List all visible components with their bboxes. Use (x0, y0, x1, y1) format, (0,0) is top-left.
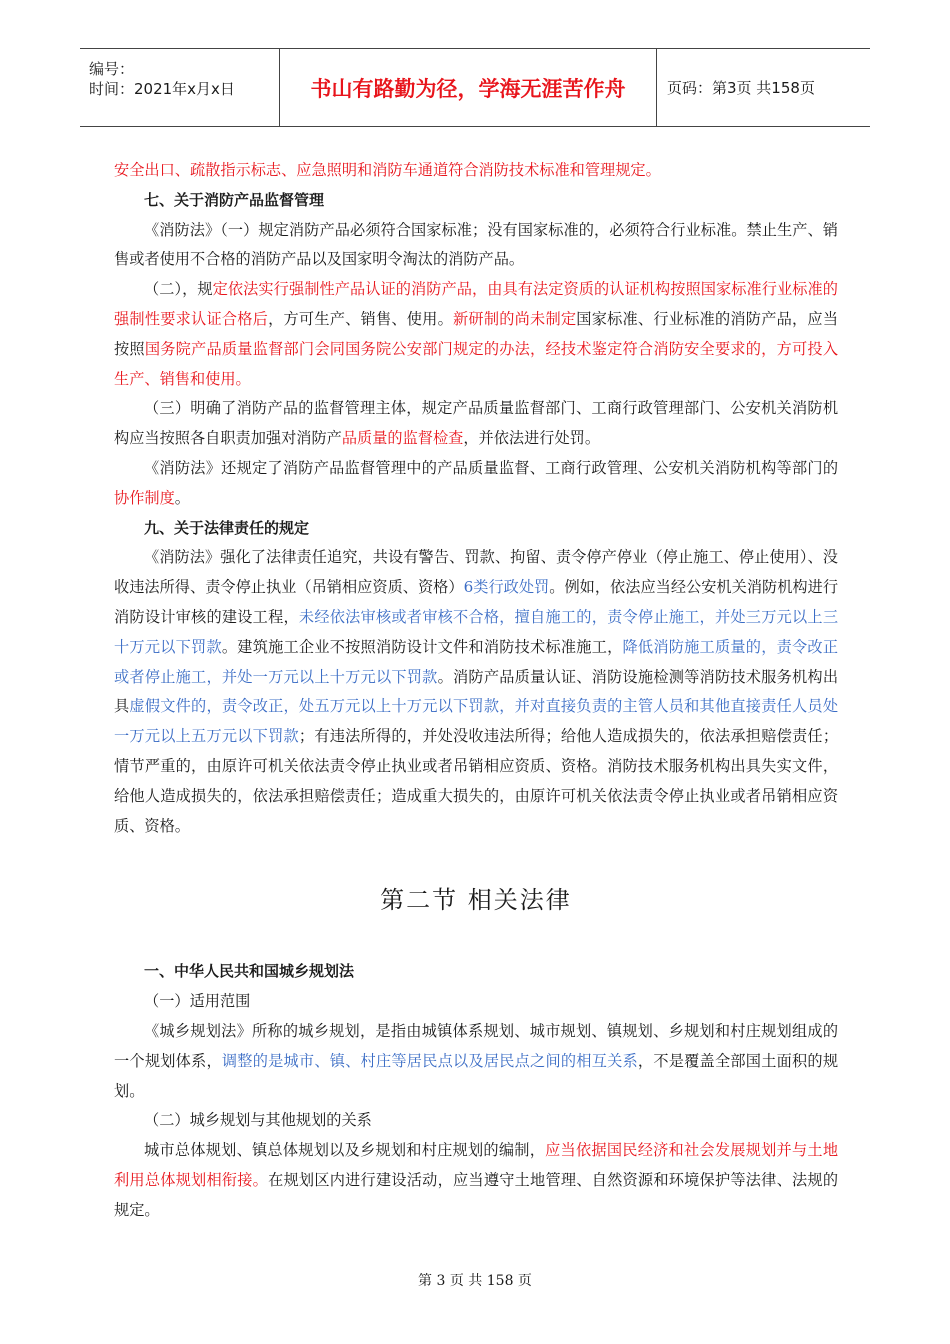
text-run: 《消防法》强化了法律责任追究，共设有警告、罚款、拘留、责令停产停业（停止施工、停止使用）、没收违法所得、责令停止执业（吊销相应资质、资格） (114, 548, 838, 597)
text-run: ，方可生产、销售、使用。 (268, 309, 454, 328)
text-run: ，并依法进行处罚。 (463, 429, 600, 448)
paragraph: 《消防法》（一）规定消防产品必须符合国家标准；没有国家标准的，必须符合行业标准。禁止生产、销售或者使用不合格的消防产品以及国家明令淘汰的消防产品。 (114, 220, 838, 269)
text-run: 。建筑施工企业不按照消防设计文件和消防技术标准施工， (221, 637, 623, 656)
header-meta (80, 49, 280, 126)
text-run: 。 (174, 488, 190, 507)
highlight-red: 品质量的监督检查 (341, 429, 464, 448)
document-time-label: 时间：2021年x月x日 (89, 80, 235, 98)
heading-1: 一、中华人民共和国城乡规划法 (144, 962, 355, 981)
highlight-red: 定依法实行强制性产品认证的消防产品，由具有法定资质的认证机构按照国家标准行业标准的强制性要求认证合格后 (114, 280, 838, 328)
subheading: （一）适用范围 (144, 992, 251, 1011)
paragraph (114, 1136, 838, 1225)
text-run: 《消防法》还规定了消防产品监督管理中的产品质量监督、工商行政管理、公安机关消防机构等部门的 (144, 458, 838, 477)
highlight-red: 新研制的尚未制定 (453, 309, 577, 328)
text-run: 在规划区内进行建设活动，应当遵守土地管理、自然资源和环境保护等法律、法规的规定。 (114, 1170, 839, 1219)
highlight-blue: 降低消防施工质量的，责令改正或者停止施工，并处一万元以上十万元以下罚款 (114, 637, 839, 686)
highlight-blue: 虚假文件的，责令改正，处五万元以上十万元以下罚款，并对直接负责的主管人员和其他直接责任人员处一万元以上五万元以下罚款 (114, 697, 839, 746)
text-run: 《城乡规划法》所称的城乡规划，是指由城镇体系规划、城市规划、镇规划、乡规划和村庄规划组成的一个规划体系， (114, 1021, 838, 1070)
highlight-red: 应当依据国民经济和社会发展规划并与土地利用总体规划相衔接。 (114, 1141, 839, 1189)
highlight-red: 安全出口、疏散指示标志、应急照明和消防车通道符合消防技术标准和管理规定。 (114, 161, 661, 179)
paragraph (114, 1017, 838, 1106)
heading-9: 九、关于法律责任的规定 (144, 518, 310, 537)
paragraph (114, 156, 838, 186)
paragraph (114, 543, 838, 841)
page-footer: 第 3 页 共 158 页 (418, 1273, 532, 1289)
highlight-blue: 6类行政处罚 (463, 578, 550, 597)
heading-7: 七、关于消防产品监督管理 (144, 190, 325, 209)
text-run: ，不是覆盖全部国土面积的规划。 (114, 1051, 839, 1100)
section-title: 第二节 相关法律 (380, 886, 572, 915)
text-run: （二），规 (144, 280, 213, 299)
subheading: （二）城乡规划与其他规划的关系 (144, 1111, 372, 1130)
paragraph (114, 275, 838, 394)
highlight-red: 协作制度 (114, 488, 175, 507)
text-run: （三）明确了消防产品的监督管理主体，规定产品质量监督部门、工商行政管理部门、公安机关消防机构应当按照各自职责加强对消防产 (114, 399, 838, 448)
page-header (80, 48, 870, 127)
text-run: 城市总体规划、镇总体规划以及乡规划和村庄规划的编制， (144, 1141, 546, 1160)
highlight-blue: 调整的是城市、镇、村庄等居民点以及居民点之间的相互关系 (221, 1051, 638, 1070)
header-page-info: 页码：第3页 共158页 (667, 79, 815, 97)
text-run: ；有违法所得的，并处没收违法所得；给他人造成损失的，依法承担赔偿责任；情节严重的，由原许可机关依法责令停止执业或者吊销相应资质、资格。消防技术服务机构出具失实文件，给他人造成损失的，依法承担赔偿责任；造成重大损失的，由原许可机关依法责令停止执业或者吊销相应资质、资格。 (114, 727, 839, 835)
header-motto: 书山有路勤为径，学海无涯苦作舟 (280, 49, 657, 126)
highlight-blue: 未经依法审核或者审核不合格，擅自施工的，责令停止施工，并处三万元以上三十万元以下罚款 (114, 607, 839, 656)
paragraph (114, 454, 838, 514)
text-run: 国家标准、行业标准的消防产品，应当按照 (114, 309, 839, 358)
highlight-red: 国务院产品质量监督部门会同国务院公安部门规定的办法，经技术鉴定符合消防安全要求的，方可投入生产、销售和使用。 (114, 339, 839, 388)
paragraph (114, 394, 838, 454)
document-body (114, 156, 838, 1226)
text-run: 。例如，依法应当经公安机关消防机构进行消防设计审核的建设工程， (114, 578, 839, 626)
document-number-label: 编号： (89, 60, 135, 78)
text-run: 。消防产品质量认证、消防设施检测等消防技术服务机构出具 (114, 667, 839, 716)
